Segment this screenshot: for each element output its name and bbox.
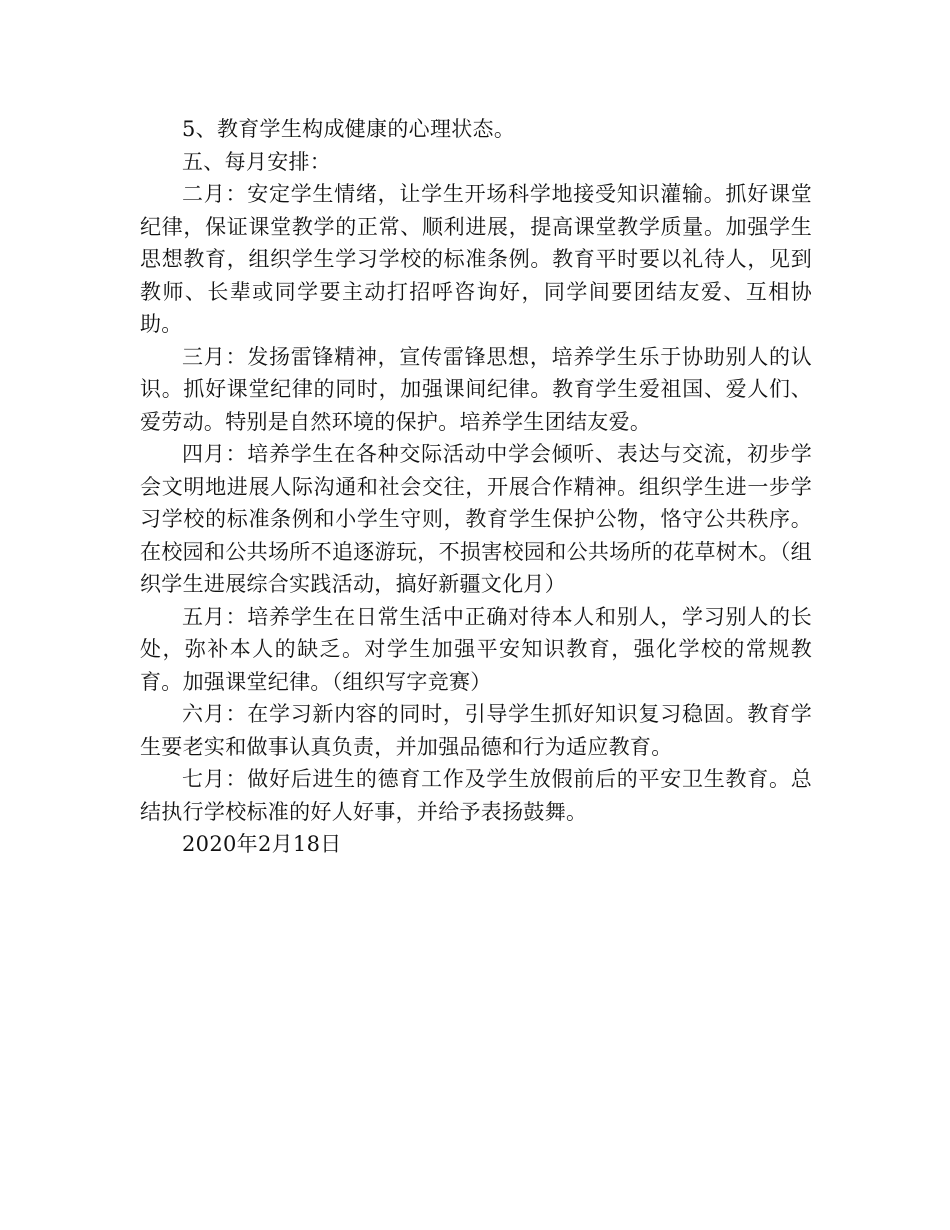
document-body <box>140 113 812 861</box>
paragraph-point-5: 5、教育学生构成健康的心理状态。 <box>182 117 516 141</box>
section-heading-monthly-plan: 五、每月安排： <box>182 149 332 174</box>
document-date: 2020年2月18日 <box>182 832 342 856</box>
paragraph-march: 三月：发扬雷锋精神，宣传雷锋思想，培养学生乐于协助别人的认识。抓好课堂纪律的同时，加强课间纪律。教育学生爱祖国、爱人们、爱劳动。特别是自然环境的保护。培养学生团结友爱。 <box>140 344 812 434</box>
paragraph-july: 七月：做好后进生的德育工作及学生放假前后的平安卫生教育。总结执行学校标准的好人好事，并给予表扬鼓舞。 <box>140 767 812 824</box>
paragraph-february: 二月：安定学生情绪，让学生开场科学地接受知识灌输。抓好课堂纪律，保证课堂教学的正常、顺利进展，提高课堂教学质量。加强学生思想教育，组织学生学习学校的标准条例。教育平时要以礼待人，见到教师、长辈或同学要主动打招呼咨询好，同学间要团结友爱、互相协助。 <box>140 182 812 336</box>
paragraph-june: 六月：在学习新内容的同时，引导学生抓好知识复习稳固。教育学生要老实和做事认真负责，并加强品德和行为适应教育。 <box>140 702 812 759</box>
paragraph-may: 五月：培养学生在日常生活中正确对待本人和别人，学习别人的长处，弥补本人的缺乏。对学生加强平安知识教育，强化学校的常规教育。加强课堂纪律。（组织写字竞赛） <box>140 604 812 694</box>
paragraph-april: 四月：培养学生在各种交际活动中学会倾听、表达与交流，初步学会文明地进展人际沟通和社会交往，开展合作精神。组织学生进一步学习学校的标准条例和小学生守则，教育学生保护公物，恪守公共秩序。在校园和公共场所不追逐游玩，不损害校园和公共场所的花草树木。（组织学生进展综合实践活动，搞好新疆文化月） <box>140 442 812 596</box>
